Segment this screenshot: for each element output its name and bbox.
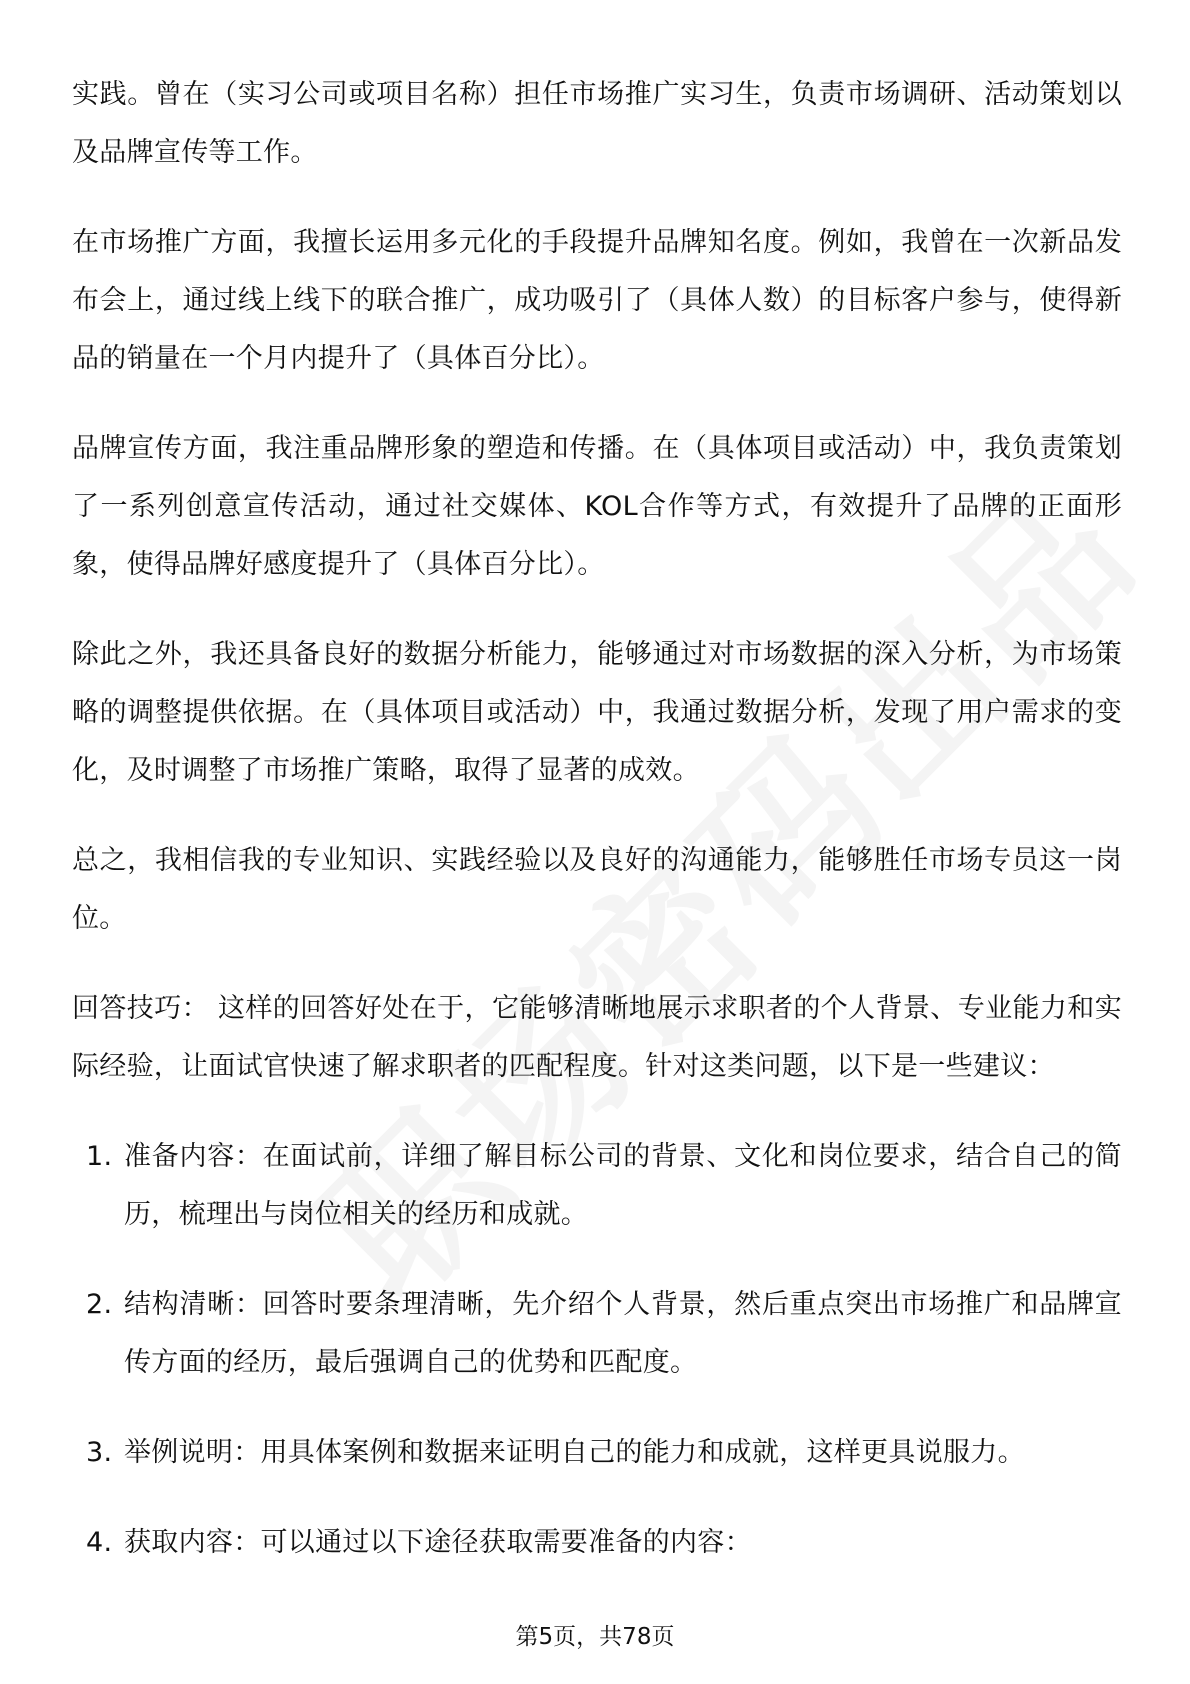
list-item-text: 举例说明：用具体案例和数据来证明自己的能力和成就，这样更具说服力。 <box>124 1437 1025 1468</box>
page-number-footer: 第5页，共78页 <box>515 1624 675 1650</box>
paragraph-practice: 实践。曾在（实习公司或项目名称）担任市场推广实习生，负责市场调研、活动策划以及品牌宣传等工作。 <box>72 79 1122 168</box>
list-item <box>72 1276 1122 1392</box>
list-item <box>72 1514 1122 1572</box>
paragraph-market-promotion: 在市场推广方面，我擅长运用多元化的手段提升品牌知名度。例如，我曾在一次新品发布会上，通过线上线下的联合推广，成功吸引了（具体人数）的目标客户参与，使得新品的销量在一个月内提升了（具体百分比）。 <box>72 227 1122 374</box>
paragraph-summary: 总之，我相信我的专业知识、实践经验以及良好的沟通能力，能够胜任市场专员这一岗位。 <box>72 845 1122 934</box>
list-item-text: 准备内容：在面试前，详细了解目标公司的背景、文化和岗位要求，结合自己的简历，梳理出与岗位相关的经历和成就。 <box>124 1141 1122 1230</box>
list-item <box>72 1424 1122 1482</box>
tips-list <box>72 1128 1122 1572</box>
list-item-number: 3. <box>86 1437 113 1468</box>
list-item-text: 结构清晰：回答时要条理清晰，先介绍个人背景，然后重点突出市场推广和品牌宣传方面的经历，最后强调自己的优势和匹配度。 <box>124 1289 1122 1378</box>
document-body <box>72 66 1122 1604</box>
paragraph-answer-tips: 回答技巧： 这样的回答好处在于，它能够清晰地展示求职者的个人背景、专业能力和实际经验，让面试官快速了解求职者的匹配程度。针对这类问题，以下是一些建议： <box>72 993 1122 1082</box>
list-item-text: 获取内容：可以通过以下途径获取需要准备的内容： <box>124 1527 752 1558</box>
paragraph-brand-publicity: 品牌宣传方面，我注重品牌形象的塑造和传播。在（具体项目或活动）中，我负责策划了一系列创意宣传活动，通过社交媒体、KOL合作等方式，有效提升了品牌的正面形象，使得品牌好感度提升了（具体百分比）。 <box>72 433 1122 580</box>
list-item <box>72 1128 1122 1244</box>
paragraph-data-analysis: 除此之外，我还具备良好的数据分析能力，能够通过对市场数据的深入分析，为市场策略的调整提供依据。在（具体项目或活动）中，我通过数据分析，发现了用户需求的变化，及时调整了市场推广策略，取得了显著的成效。 <box>72 639 1122 786</box>
list-item-number: 2. <box>86 1289 113 1320</box>
list-item-number: 1. <box>86 1141 113 1172</box>
list-item-number: 4. <box>86 1527 113 1558</box>
